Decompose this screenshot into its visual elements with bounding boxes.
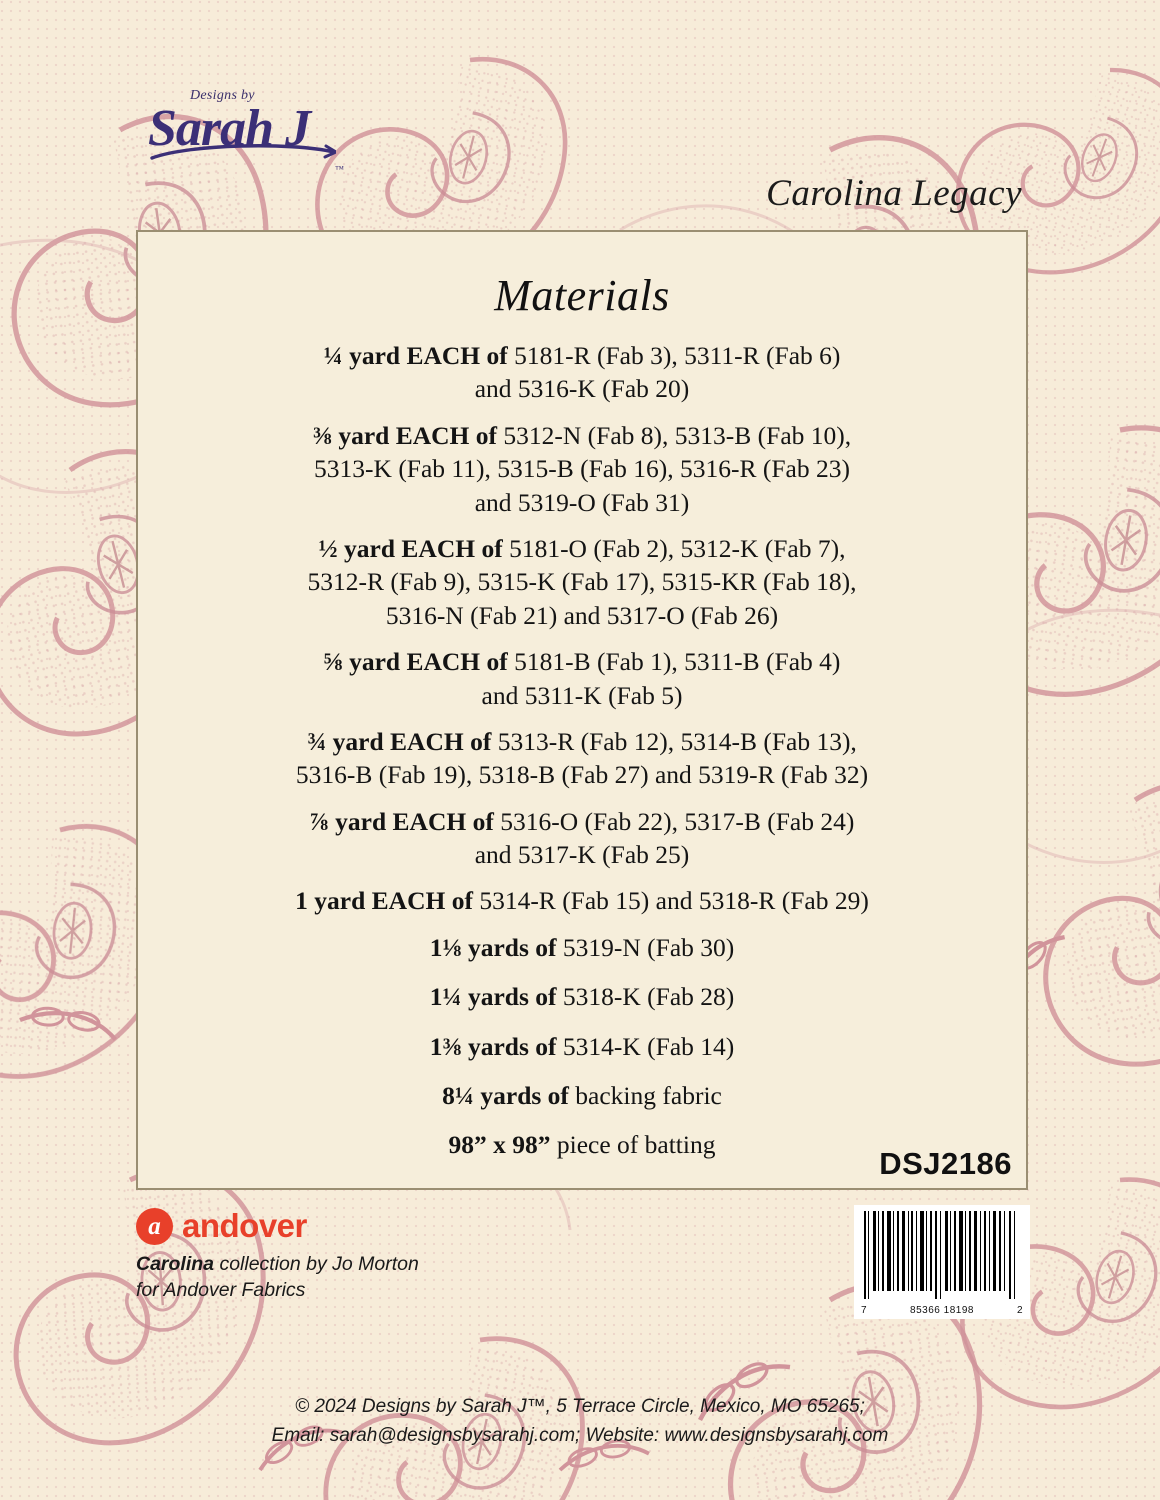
material-line bbox=[178, 419, 986, 452]
material-line bbox=[178, 565, 986, 598]
footer-line-2: Email: sarah@designsbysarahj.com; Website: www.designsbysarahj.com bbox=[271, 1425, 889, 1447]
materials-heading: Materials bbox=[494, 271, 670, 320]
material-detail: 5181-R (Fab 3), 5311-R (Fab 6) bbox=[514, 341, 841, 370]
material-line bbox=[178, 931, 986, 964]
andover-logo bbox=[136, 1207, 656, 1245]
material-amount: ⅞ yard EACH of bbox=[309, 806, 494, 836]
barcode-main-digits: 85366 18198 bbox=[910, 1305, 974, 1316]
andover-mark-icon: a bbox=[136, 1208, 173, 1245]
barcode-left-digit: 7 bbox=[861, 1305, 868, 1316]
material-amount: 1⅜ yards of bbox=[429, 1031, 557, 1061]
material-amount: ½ yard EACH of bbox=[318, 533, 503, 563]
material-amount: ¾ yard EACH of bbox=[307, 726, 492, 756]
material-line bbox=[178, 645, 986, 678]
material-amount: 1 yard EACH of bbox=[295, 886, 473, 916]
material-line bbox=[178, 725, 986, 758]
collection-credit bbox=[136, 1252, 656, 1304]
material-line bbox=[178, 599, 986, 632]
collection-credit-rest: collection by Jo Morton bbox=[214, 1253, 419, 1275]
material-detail: 5316-N (Fab 21) and 5317-O (Fab 26) bbox=[385, 600, 779, 630]
material-line bbox=[178, 805, 986, 838]
collection-name: Carolina bbox=[136, 1253, 215, 1275]
barcode-digits bbox=[860, 1304, 1024, 1319]
material-amount: 1⅛ yards of bbox=[429, 932, 557, 962]
materials-list bbox=[178, 339, 986, 1162]
material-detail: and 5317-K (Fab 25) bbox=[474, 840, 690, 870]
material-amount: 1¼ yards of bbox=[429, 982, 557, 1012]
material-line bbox=[178, 838, 986, 871]
material-detail: and 5316-K (Fab 20) bbox=[474, 374, 690, 404]
material-line bbox=[178, 980, 986, 1013]
logo-swoosh-icon bbox=[150, 142, 336, 164]
material-detail: and 5319-O (Fab 31) bbox=[474, 487, 690, 517]
material-detail: piece of batting bbox=[556, 1130, 716, 1160]
material-line bbox=[178, 1128, 986, 1161]
materials-panel bbox=[136, 230, 1028, 1190]
footer-line-1: © 2024 Designs by Sarah J™, 5 Terrace Circle, Mexico, MO 65265; bbox=[295, 1396, 865, 1417]
material-amount: ⅜ yard EACH of bbox=[312, 420, 498, 450]
material-detail: 5313-R (Fab 12), 5314-B (Fab 13), bbox=[497, 726, 857, 756]
material-detail: 5316-B (Fab 19), 5318-B (Fab 27) and 5319-R (Fab 32) bbox=[295, 760, 869, 790]
material-amount: ¼ yard EACH of bbox=[323, 341, 508, 370]
material-detail: 5312-R (Fab 9), 5315-K (Fab 17), 5315-KR (Fab 18), bbox=[307, 567, 857, 597]
material-line bbox=[178, 758, 986, 791]
material-detail: 5313-K (Fab 11), 5315-B (Fab 16), 5316-R (Fab 23) bbox=[314, 454, 850, 484]
material-detail: 5318-K (Fab 28) bbox=[562, 982, 735, 1012]
material-amount: 8¼ yards of bbox=[442, 1081, 569, 1111]
material-line bbox=[178, 339, 986, 372]
andover-credit-block bbox=[136, 1207, 656, 1304]
material-detail: 5314-K (Fab 14) bbox=[562, 1031, 735, 1061]
material-line bbox=[178, 486, 986, 519]
material-detail: 5312-N (Fab 8), 5313-B (Fab 10), bbox=[503, 420, 852, 450]
material-detail: 5319-N (Fab 30) bbox=[562, 932, 735, 962]
barcode-right-digit: 2 bbox=[1016, 1305, 1023, 1316]
collection-credit-line2: for Andover Fabrics bbox=[136, 1278, 306, 1301]
logo-name: Sarah J bbox=[148, 100, 311, 157]
material-line bbox=[178, 1030, 986, 1063]
material-amount: 98” x 98” bbox=[448, 1130, 551, 1160]
sku-code: DSJ2186 bbox=[879, 1146, 1012, 1181]
material-detail: 5314-R (Fab 15) and 5318-R (Fab 29) bbox=[479, 886, 869, 916]
material-line bbox=[178, 532, 986, 565]
logo-tagline: Designs by bbox=[190, 88, 255, 103]
footer bbox=[0, 1392, 1160, 1451]
brand-logo bbox=[148, 88, 344, 176]
material-detail: 5181-B (Fab 1), 5311-B (Fab 4) bbox=[514, 647, 841, 677]
material-line bbox=[178, 884, 986, 917]
material-detail: backing fabric bbox=[575, 1081, 722, 1111]
andover-wordmark: andover bbox=[182, 1207, 307, 1244]
material-line bbox=[178, 679, 986, 712]
material-line bbox=[178, 1079, 986, 1112]
material-detail: 5316-O (Fab 22), 5317-B (Fab 24) bbox=[500, 806, 855, 836]
material-detail: 5181-O (Fab 2), 5312-K (Fab 7), bbox=[509, 533, 846, 563]
material-amount: ⅝ yard EACH of bbox=[323, 647, 508, 677]
page-title: Carolina Legacy bbox=[766, 173, 1022, 214]
material-line bbox=[178, 372, 986, 405]
material-line bbox=[178, 452, 986, 485]
material-detail: and 5311-K (Fab 5) bbox=[481, 680, 683, 710]
barcode-bars-icon bbox=[860, 1211, 1024, 1299]
barcode bbox=[854, 1205, 1030, 1319]
logo-trademark: ™ bbox=[335, 164, 344, 174]
